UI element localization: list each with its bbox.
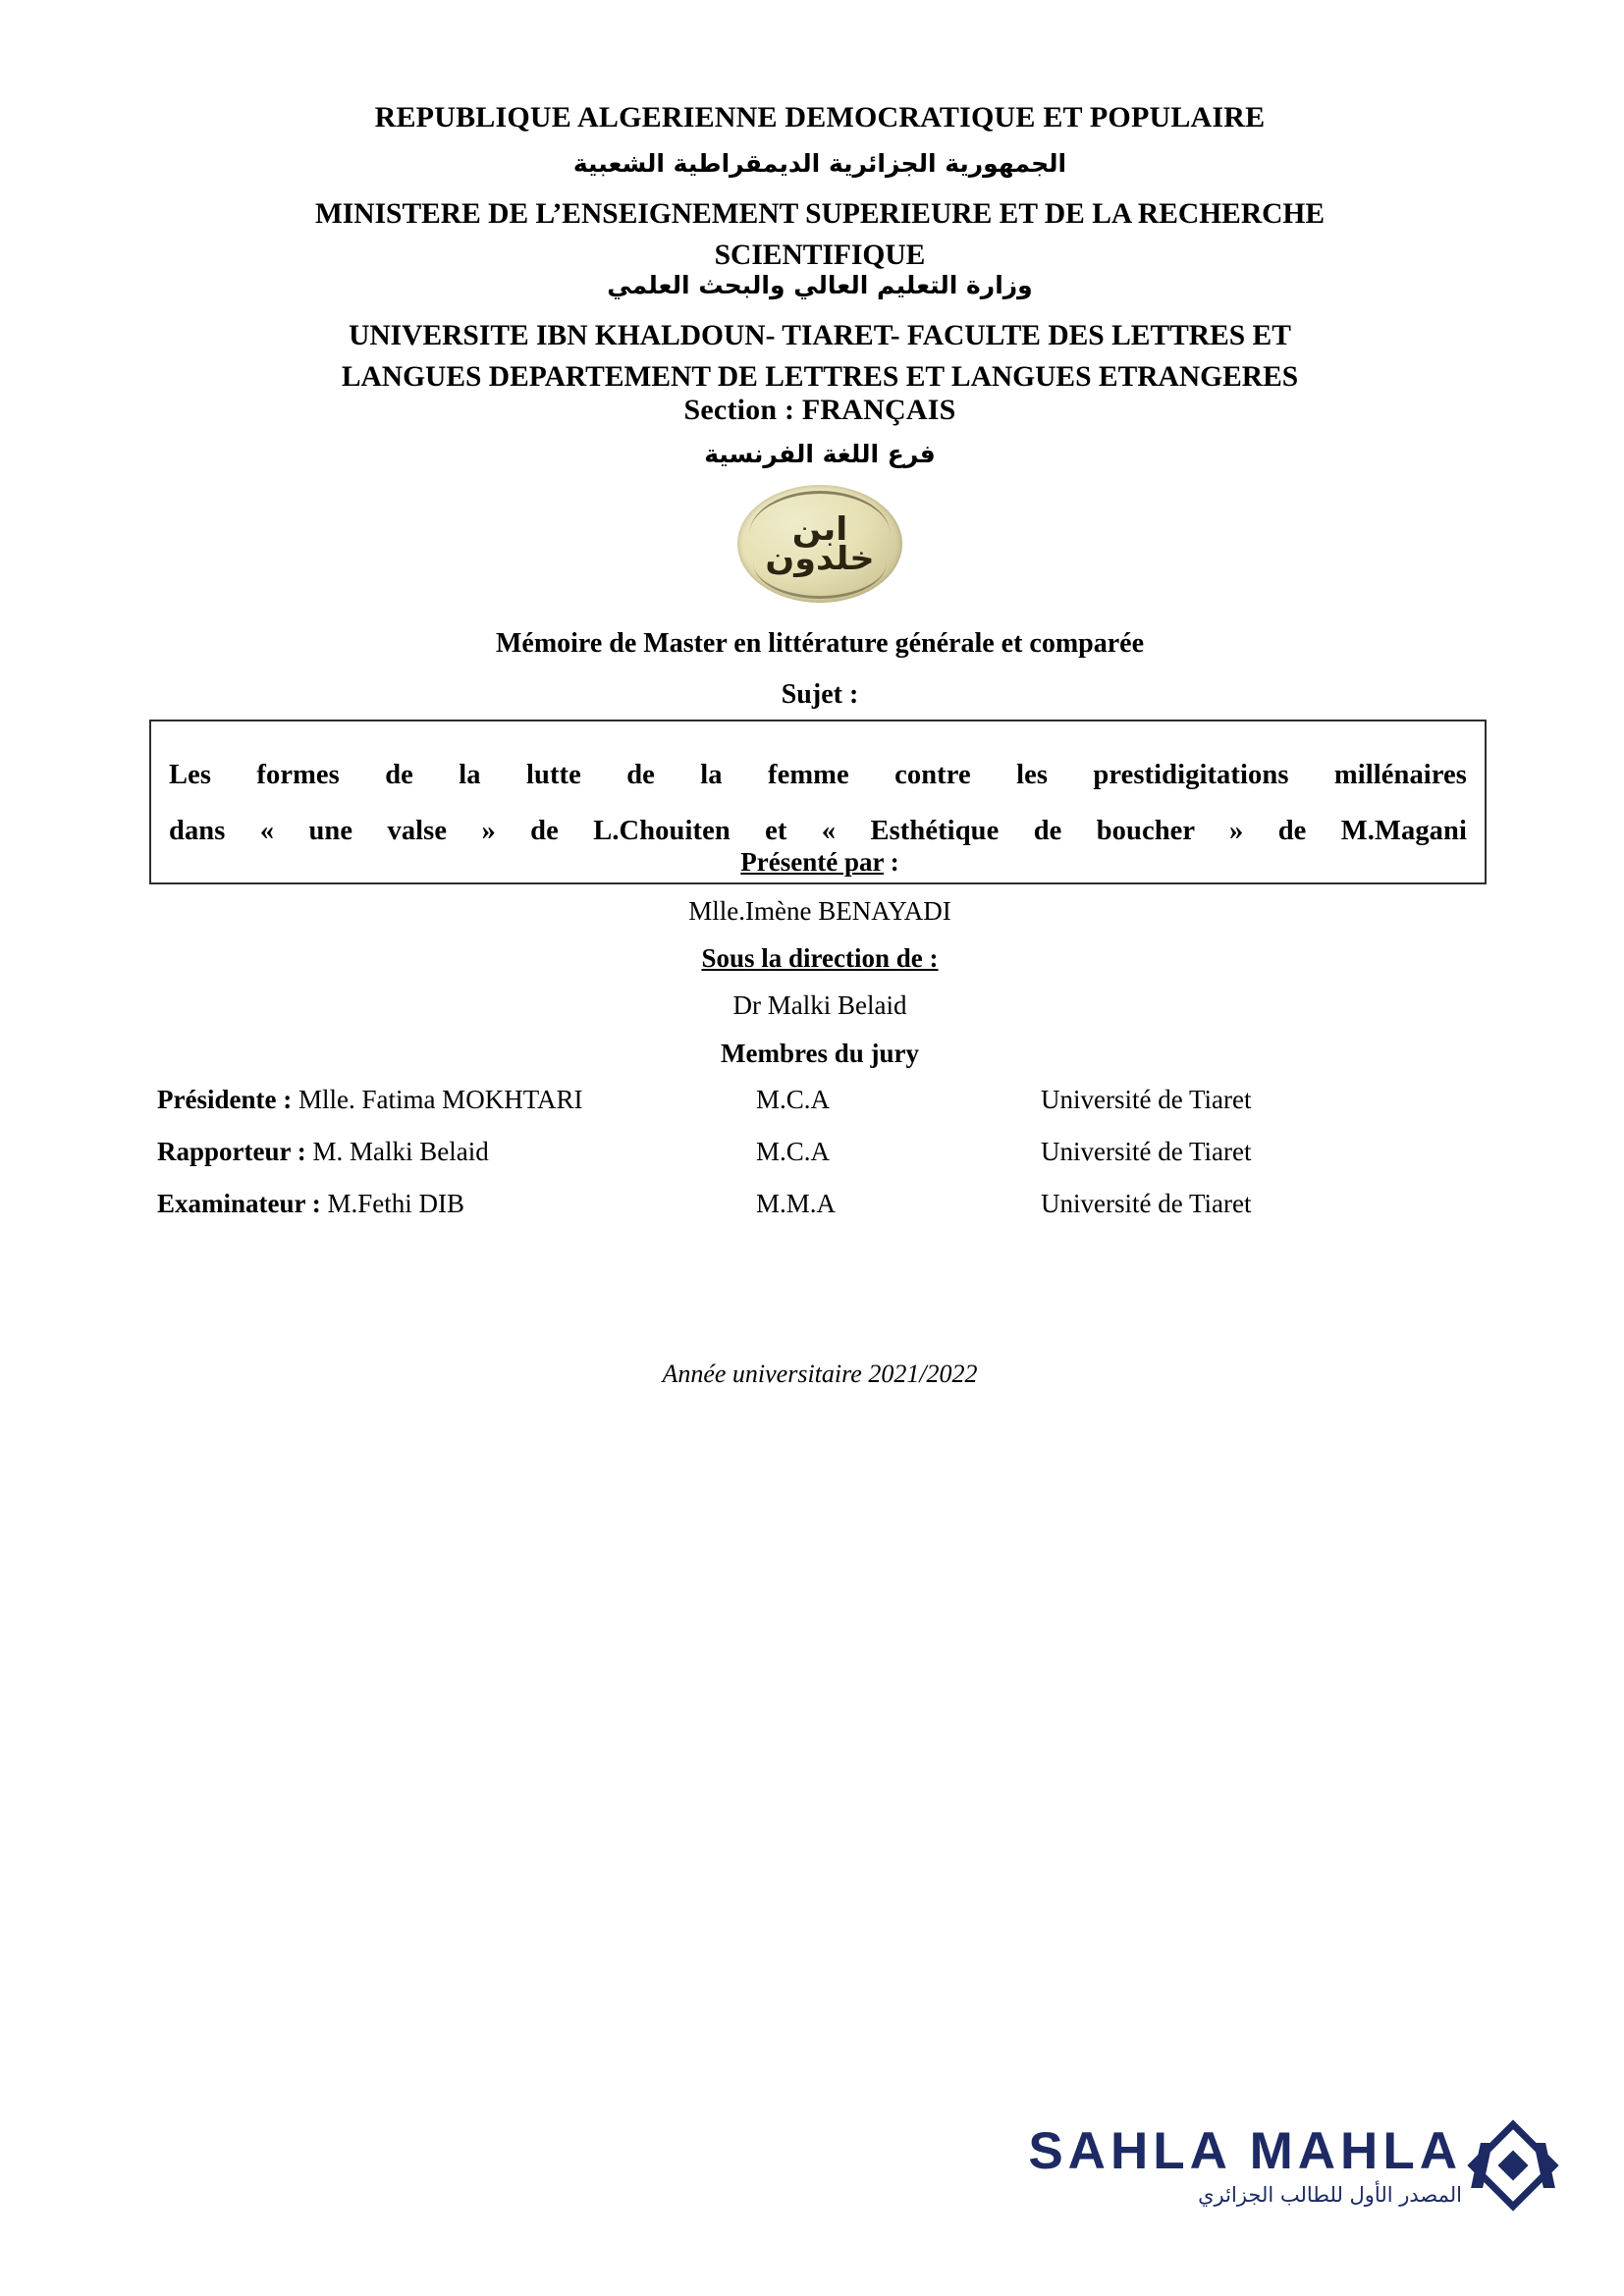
jury-member-name: M. Malki Belaid [305, 1137, 489, 1166]
sahla-mahla-watermark [1028, 2122, 1550, 2207]
watermark-text-block [1028, 2122, 1462, 2207]
university-seal-icon [737, 485, 902, 603]
watermark-diamond-icon [1476, 2125, 1550, 2206]
ministry-title-fr [147, 194, 1492, 277]
republic-title-ar: الجمهورية الجزائرية الديمقراطية الشعبية [572, 149, 1067, 178]
watermark-tagline-ar: المصدر الأول للطالب الجزائري [1198, 2183, 1462, 2207]
university-title [147, 316, 1492, 399]
seal-calligraphy: ابن خلدون [765, 508, 875, 577]
jury-grade-cell: M.C.A [756, 1137, 831, 1166]
university-title-line2: LANGUES DEPARTEMENT DE LETTRES ET LANGUES ETRANGERES [341, 360, 1299, 393]
degree-line: Mémoire de Master en littérature générale et comparée [495, 628, 1145, 659]
thesis-title-line2: dans « une valse » de L.Chouiten et « Esthétique de boucher » de M.Magani [169, 816, 1467, 846]
presented-by-colon: : [883, 847, 899, 877]
jury-university-cell: Université de Tiaret [1041, 1189, 1252, 1218]
university-title-line1: UNIVERSITE IBN KHALDOUN- TIARET- FACULTE DES LETTRES ET [349, 320, 1291, 351]
ministry-title-fr-line2: SCIENTIFIQUE [714, 239, 926, 271]
ministry-title-fr-line1: MINISTERE DE L’ENSEIGNEMENT SUPERIEURE ET DE LA RECHERCHE [314, 198, 1326, 230]
jury-grade-cell: M.M.A [756, 1189, 837, 1218]
table-row [157, 1137, 1473, 1189]
jury-university-cell: Université de Tiaret [1041, 1085, 1252, 1114]
supervised-by-label: Sous la direction de : [701, 943, 939, 973]
table-row [157, 1085, 1473, 1137]
university-seal-container [147, 485, 1492, 603]
jury-members-table [157, 1085, 1473, 1241]
jury-section-title: Membres du jury [721, 1039, 919, 1068]
supervised-by-heading [147, 943, 1492, 974]
presented-by-label: Présenté par [740, 847, 884, 877]
jury-university-cell: Université de Tiaret [1041, 1137, 1252, 1166]
academic-year: Année universitaire 2021/2022 [662, 1360, 978, 1388]
watermark-brand: SAHLA MAHLA [1028, 2122, 1462, 2180]
jury-role-label: Examinateur : [157, 1189, 321, 1218]
jury-member-name: Mlle. Fatima MOKHTARI [292, 1085, 583, 1114]
ministry-title-ar: وزارة التعليم العالي والبحث العلمي [607, 271, 1033, 299]
section-label-fr: Section : FRANÇAIS [683, 394, 956, 426]
student-name: Mlle.Imène BENAYADI [688, 896, 951, 926]
jury-member-name: M.Fethi DIB [320, 1189, 465, 1218]
jury-role-label: Rapporteur : [157, 1137, 306, 1166]
director-name: Dr Malki Belaid [732, 990, 907, 1020]
jury-table-body [157, 1085, 1473, 1241]
jury-role-cell [157, 1189, 756, 1241]
section-label-ar: فرع اللغة الفرنسية [704, 440, 936, 468]
table-row [157, 1189, 1473, 1241]
jury-role-cell [157, 1137, 756, 1189]
subject-label: Sujet : [781, 679, 859, 710]
jury-role-label: Présidente : [157, 1085, 293, 1114]
thesis-title-line1: Les formes de la lutte de la femme contre les prestidigitations millénaires [169, 760, 1467, 790]
jury-role-cell [157, 1085, 756, 1137]
presented-by-heading [147, 847, 1492, 878]
republic-title-fr: REPUBLIQUE ALGERIENNE DEMOCRATIQUE ET POPULAIRE [374, 101, 1266, 133]
jury-grade-cell: M.C.A [756, 1085, 831, 1114]
